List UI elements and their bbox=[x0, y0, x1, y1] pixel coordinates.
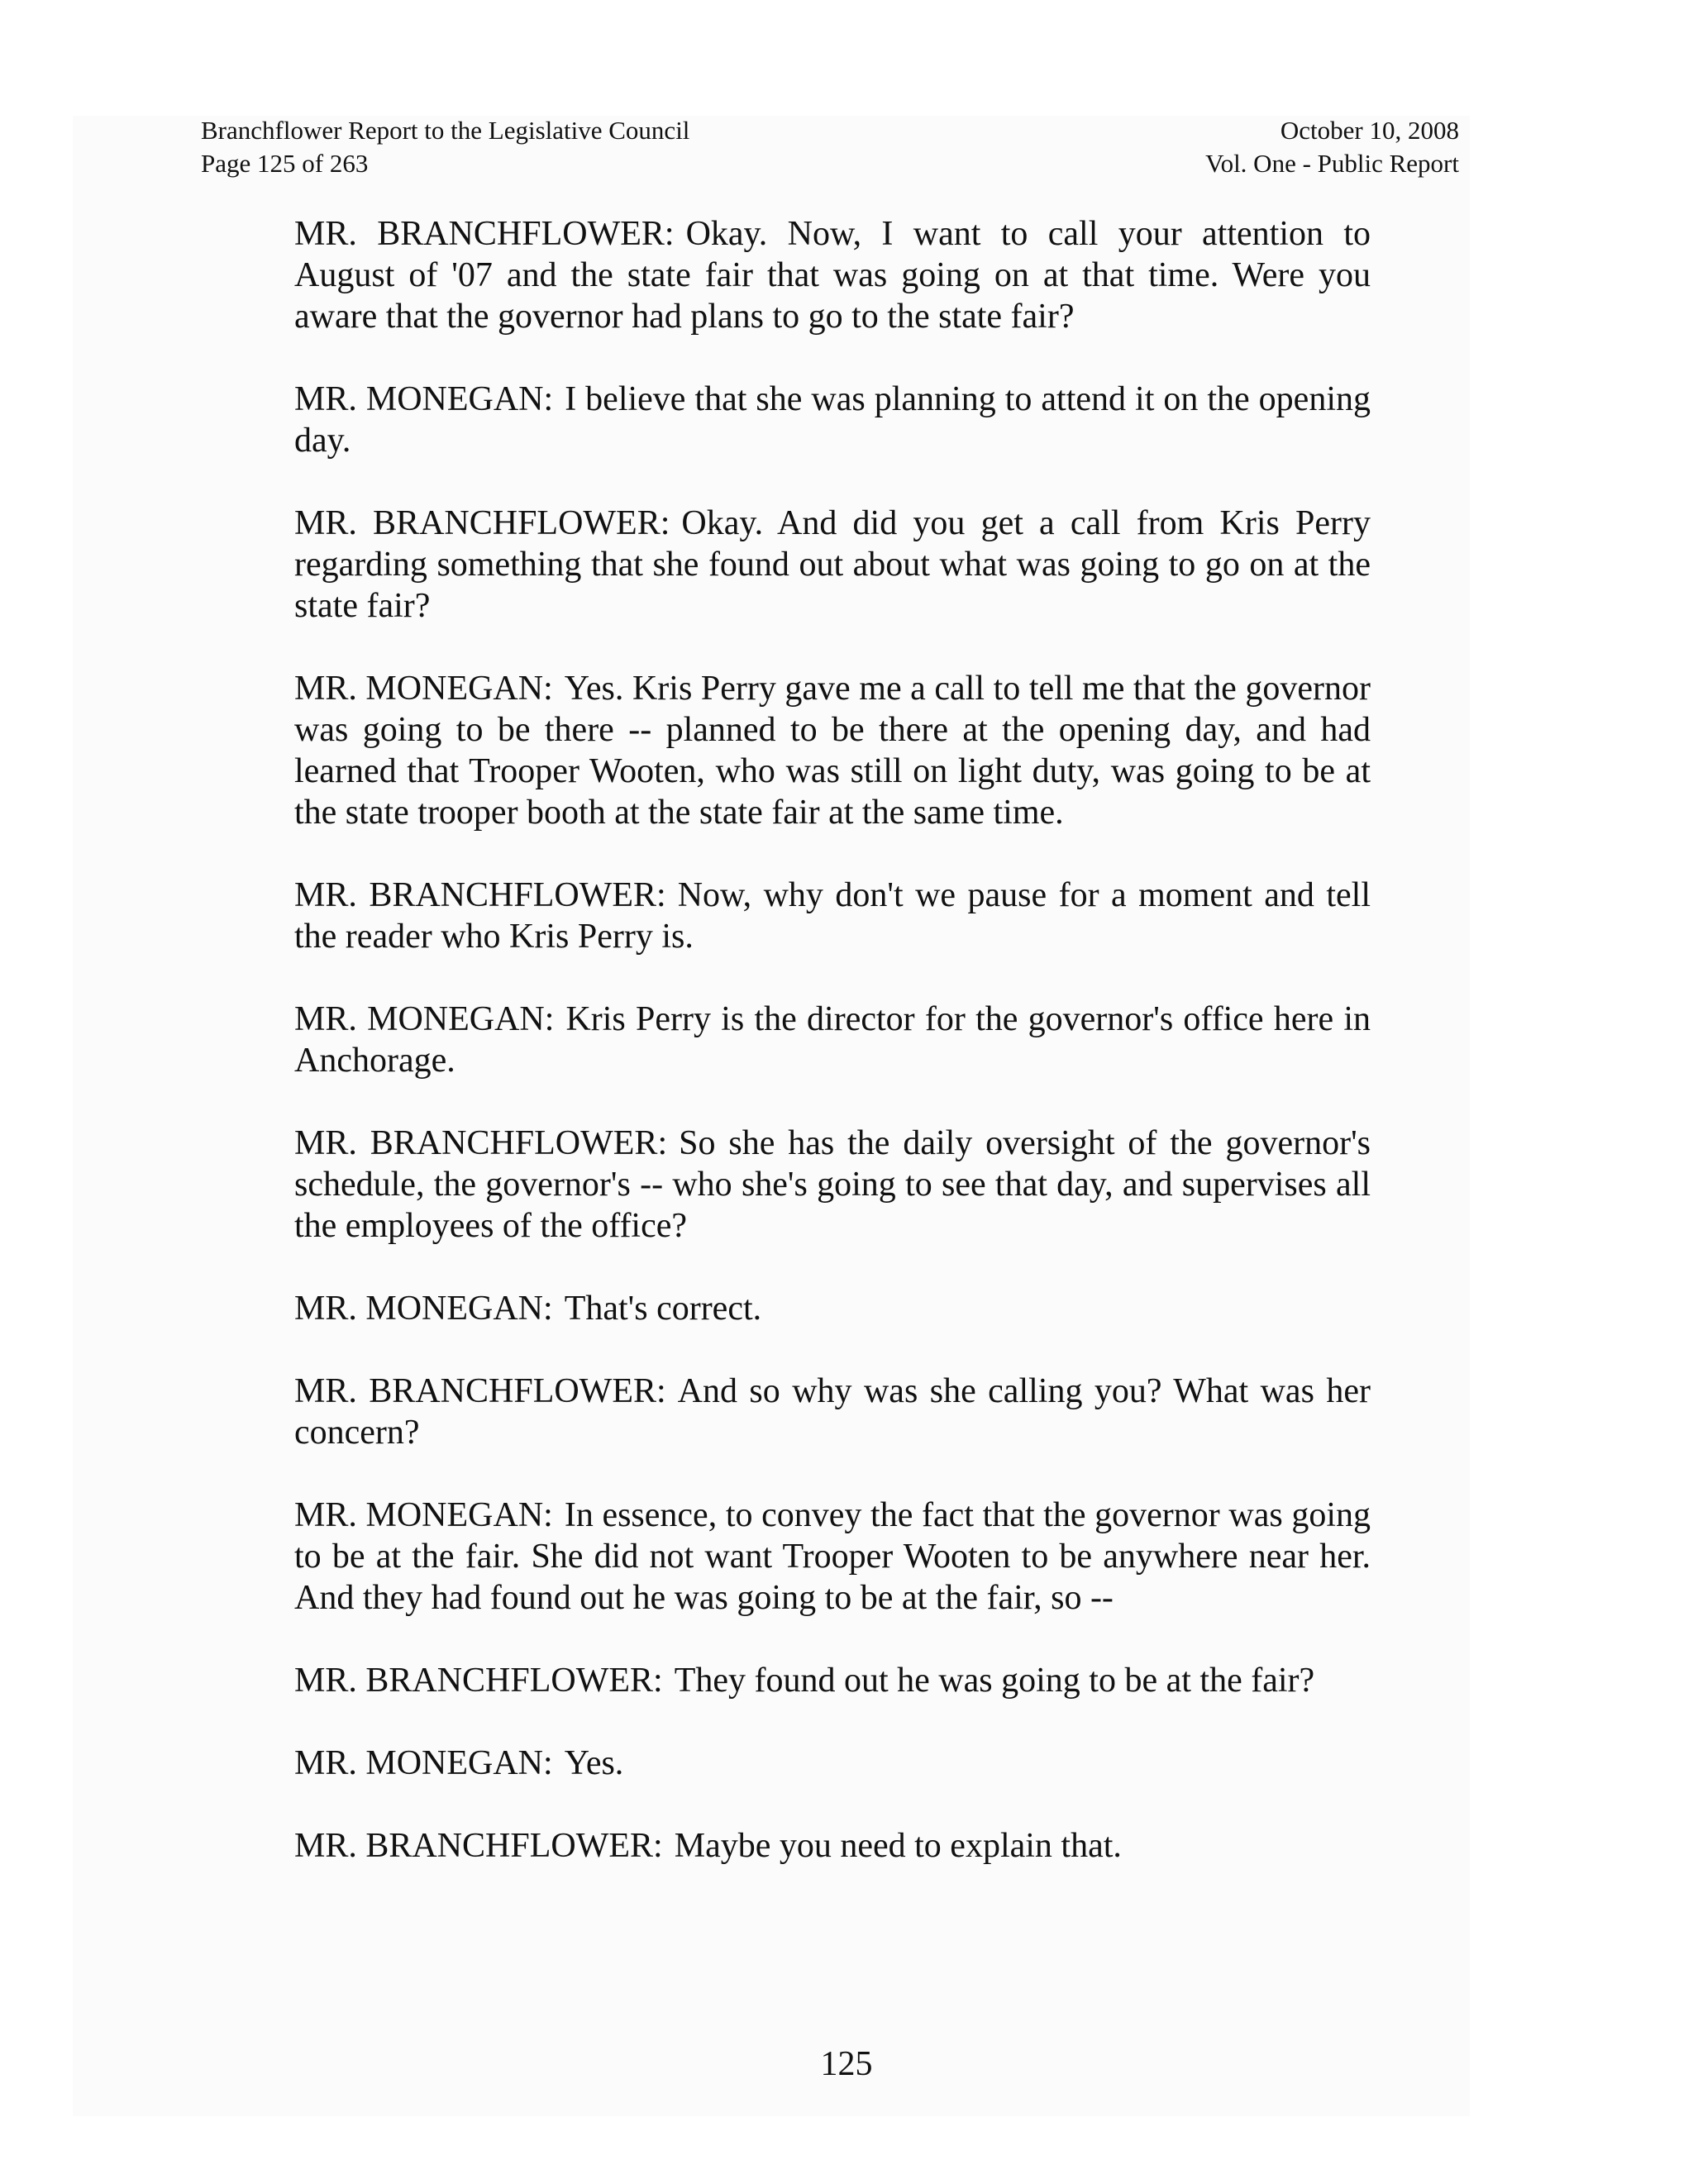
speaker-name: MR. BRANCHFLOWER: bbox=[294, 1124, 668, 1162]
entry-text: Now, why don't we pause for a moment and tell the reader who Kris Perry is. bbox=[294, 876, 1371, 956]
speaker-name: MR. BRANCHFLOWER: bbox=[294, 1827, 663, 1865]
transcript-entry bbox=[294, 999, 1371, 1081]
header-right bbox=[1205, 114, 1459, 180]
entry-text: Okay. And did you get a call from Kris Perry regarding something that she found out about what was going to go on at the state fair? bbox=[294, 504, 1371, 625]
transcript-entry bbox=[294, 875, 1371, 957]
transcript-entry bbox=[294, 1495, 1371, 1619]
report-date: October 10, 2008 bbox=[1280, 116, 1459, 145]
report-title: Branchflower Report to the Legislative Council bbox=[201, 116, 690, 145]
speaker-name: MR. MONEGAN: bbox=[294, 1000, 555, 1038]
speaker-name: MR. MONEGAN: bbox=[294, 1290, 553, 1328]
transcript-entry bbox=[294, 503, 1371, 627]
transcript-entry bbox=[294, 1288, 1371, 1329]
entry-text: And so why was she calling you? What was her concern? bbox=[294, 1372, 1371, 1452]
speaker-name: MR. BRANCHFLOWER: bbox=[294, 1662, 663, 1700]
entry-text: I believe that she was planning to attend it on the opening day. bbox=[294, 380, 1371, 460]
transcript-entry bbox=[294, 1825, 1371, 1867]
entry-text: They found out he was going to be at the fair? bbox=[674, 1662, 1315, 1700]
transcript-entry bbox=[294, 1660, 1371, 1701]
header-left bbox=[201, 114, 689, 180]
speaker-name: MR. BRANCHFLOWER: bbox=[294, 504, 670, 542]
transcript-entry bbox=[294, 668, 1371, 833]
transcript-entry bbox=[294, 213, 1371, 337]
speaker-name: MR. BRANCHFLOWER: bbox=[294, 876, 666, 914]
volume-label: Vol. One - Public Report bbox=[1205, 149, 1459, 178]
entry-text: Kris Perry is the director for the governor's office here in Anchorage. bbox=[294, 1000, 1371, 1080]
entry-text: Yes. bbox=[564, 1744, 624, 1782]
page-number: 125 bbox=[820, 2045, 873, 2083]
speaker-name: MR. MONEGAN: bbox=[294, 670, 553, 708]
speaker-name: MR. BRANCHFLOWER: bbox=[294, 1372, 666, 1410]
entry-text: Okay. Now, I want to call your attention to August of '07 and the state fair that was going on at that time. Were you aware that the governor had plans to go to the state fair? bbox=[294, 215, 1371, 336]
transcript-entry bbox=[294, 1743, 1371, 1784]
entry-text: So she has the daily oversight of the governor's schedule, the governor's -- who she's going to see that day, and supervises all the employees of the office? bbox=[294, 1124, 1371, 1245]
page-count: Page 125 of 263 bbox=[201, 149, 369, 178]
transcript-entry bbox=[294, 379, 1371, 461]
entry-text: In essence, to convey the fact that the governor was going to be at the fair. She did not want Trooper Wooten to be anywhere near her. And they had found out he was going to be at the fair, so -- bbox=[294, 1496, 1371, 1617]
transcript-entry bbox=[294, 1123, 1371, 1247]
speaker-name: MR. MONEGAN: bbox=[294, 380, 554, 418]
speaker-name: MR. BRANCHFLOWER: bbox=[294, 215, 675, 253]
transcript bbox=[294, 213, 1371, 1867]
transcript-entry bbox=[294, 1371, 1371, 1453]
speaker-name: MR. MONEGAN: bbox=[294, 1744, 553, 1782]
entry-text: That's correct. bbox=[564, 1290, 762, 1328]
entry-text: Maybe you need to explain that. bbox=[674, 1827, 1122, 1865]
entry-text: Yes. Kris Perry gave me a call to tell me that the governor was going to be there -- planned to be there at the opening day, and had learned that Trooper Wooten, who was still on light duty, was going to be at the state trooper booth at the state fair at the same time. bbox=[294, 670, 1371, 832]
speaker-name: MR. MONEGAN: bbox=[294, 1496, 553, 1534]
